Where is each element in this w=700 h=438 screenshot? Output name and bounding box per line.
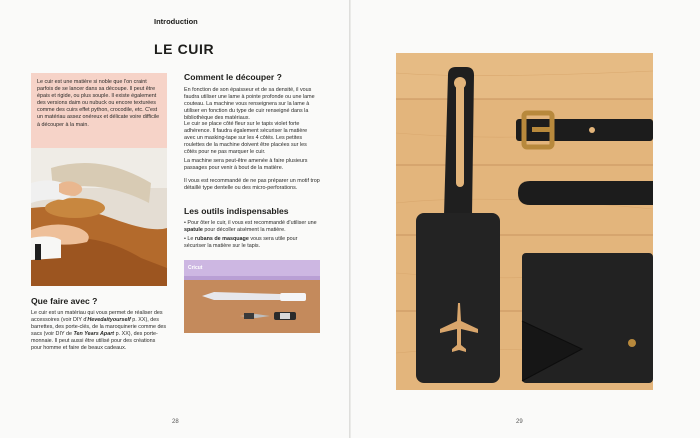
hands-leather-illustration bbox=[31, 148, 167, 286]
photo-hands-unrolling-leather bbox=[31, 148, 167, 286]
paragraph-cut-detail: Il vous est recommandé de ne pas préparer un motif trop détaillé type dentelle ou des micro-perforations. bbox=[184, 178, 320, 192]
page-number-right: 29 bbox=[516, 419, 523, 425]
heading-essential-tools: Les outils indispensables bbox=[184, 206, 289, 216]
heading-what-to-make: Que faire avec ? bbox=[31, 296, 98, 306]
cricut-label: Cricut bbox=[188, 265, 203, 271]
running-head: Introduction bbox=[154, 17, 198, 26]
tools-illustration bbox=[184, 260, 320, 333]
leather-pouch bbox=[522, 253, 653, 383]
heading-how-to-cut: Comment le découper ? bbox=[184, 72, 282, 82]
bullet-masking-tape: • Le rubans de masquage vous sera utile pour sécuriser la matière sur le tapis. bbox=[184, 236, 298, 250]
paragraph-cut-passes: La machine sera peut-être amenée à faire plusieurs passages pour venir à bout de la matière. bbox=[184, 158, 308, 172]
belt-strap bbox=[518, 181, 653, 205]
leather-goods-illustration bbox=[396, 53, 653, 390]
chapter-title: LE CUIR bbox=[154, 41, 215, 57]
bullet-spatula: • Pour ôter le cuir, il vous est recommandé d'utiliser une spatule pour décoller aisément la matière. bbox=[184, 220, 317, 234]
paragraph-cut-blade: En fonction de son épaisseur et de sa densité, il vous faudra utiliser une lame à pointe profonde ou une lame couteau. La machine vous renseignera sur la lame à utiliser en fonction du type de cuir renseigné dans la bibliothèque des matériaux. bbox=[184, 87, 315, 122]
intro-box: Le cuir est une matière si noble que l'on craint parfois de se lancer dans sa découpe. Il peut être épais et rigide, ou plus souple. Il existe également des versions daim ou nubuck ou encore texturées comme des cuirs effet python, crocodile, etc. C'est un matériau assez onéreux et délicate voire difficile à découper à la main. bbox=[31, 73, 167, 148]
photo-cutting-mat-tools bbox=[184, 260, 320, 333]
photo-leather-goods bbox=[396, 53, 653, 390]
paragraph-cut-mat: Le cuir se place côté fleur sur le tapis violet forte adhérence. Il faudra également sécuriser la matière avec un masking-tape sur les 4 côtés. Les petites roulettes de la machine doivent être placées sur les côtés pour ne pas marquer le cuir. bbox=[184, 121, 308, 156]
paragraph-uses: Le cuir est un matériau qui vous permet de réaliser des accessoires (voir DIY d'Hevedaityourself p. XX), des barrettes, des porte-clés, de la maroquinerie comme des sacs (voir DIY de Ten Years Apart p. XX), des porte-monnaie. Il peut aussi être utilisé pour des créations pour homme et faire de beaux cadeaux. bbox=[31, 310, 167, 352]
page-number-left: 28 bbox=[172, 419, 179, 425]
